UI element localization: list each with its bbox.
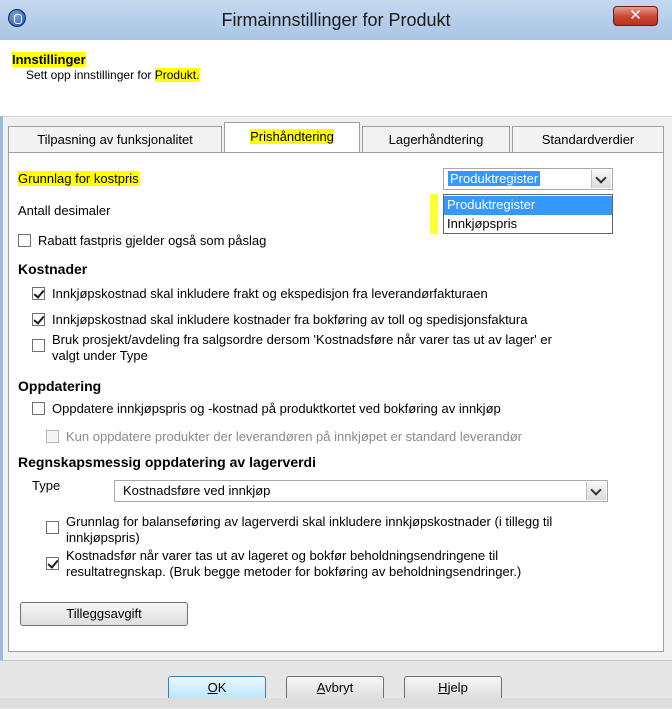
background-window-strip [0, 698, 672, 708]
header-title: Innstillinger [12, 52, 86, 67]
update-purchase-checkbox[interactable] [32, 402, 45, 415]
include-customs-label: Innkjøpskostnad skal inkludere kostnader fra bokføring av toll og spedisjonsfaktura [52, 312, 528, 327]
cost-basis-options [443, 194, 613, 234]
option-innkjopspris[interactable]: Innkjøpspris [447, 216, 518, 231]
highlight-marker [430, 194, 438, 234]
discount-fixed-label: Rabatt fastpris gjelder også som påslag [38, 233, 267, 248]
chevron-down-icon [590, 484, 601, 495]
balance-include-costs-line1: Grunnlag for balanseføring av lagerverdi skal inkludere innkjøpskostnader (i tillegg til [66, 514, 553, 529]
use-project-label-line2: valgt under Type [52, 348, 148, 363]
use-project-label-line1: Bruk prosjekt/avdeling fra salgsordre dersom 'Kostnadsføre når varer tas ut av lager' er [52, 332, 552, 347]
window-title: Firmainnstillinger for Produkt [221, 10, 451, 30]
checkmark-icon [47, 557, 58, 569]
close-button[interactable]: ✕ [613, 6, 658, 26]
tab-prishandtering[interactable] [224, 122, 360, 152]
tab-label: Standardverdier [541, 132, 635, 147]
inventory-accounting-title: Regnskapsmessig oppdatering av lagerverdi [18, 454, 316, 470]
discount-fixed-checkbox[interactable] [18, 234, 31, 247]
dialog-header [0, 40, 672, 116]
tab-label: Tilpasning av funksjonalitet [37, 132, 193, 147]
type-value: Kostnadsføre ved innkjøp [123, 483, 271, 498]
help-button[interactable]: Hjelp [404, 676, 502, 700]
include-customs-checkbox[interactable] [32, 313, 45, 326]
expense-on-removal-line1: Kostnadsfør når varer tas ut av lageret og bokfør beholdningsendringene til [66, 548, 499, 563]
expense-on-removal-checkbox[interactable] [46, 557, 59, 570]
type-dropdown-button[interactable] [586, 482, 606, 500]
option-produktregister[interactable]: Produktregister [444, 196, 612, 215]
include-freight-checkbox[interactable] [32, 287, 45, 300]
cost-basis-value: Produktregister [450, 171, 539, 186]
decimals-label: Antall desimaler [18, 203, 111, 218]
include-freight-label: Innkjøpskostnad skal inkludere frakt og ekspedisjon fra leverandørfakturaen [52, 286, 488, 301]
header-subtitle-prefix: Sett opp innstillinger for [26, 68, 155, 82]
checkmark-icon [33, 287, 44, 299]
use-project-checkbox[interactable] [32, 339, 45, 352]
title-bar [0, 0, 672, 41]
only-standard-supplier-label: Kun oppdatere produkter der leverandøren på innkjøpet er standard leverandør [66, 429, 522, 444]
checkmark-icon [33, 313, 44, 325]
header-subtitle [26, 68, 199, 82]
surcharge-button[interactable]: Tilleggsavgift [20, 602, 188, 626]
expense-on-removal-line2: resultatregnskap. (Bruk begge metoder for bokføring av beholdningsendringer.) [66, 564, 522, 579]
updating-section-title: Oppdatering [18, 378, 102, 394]
cost-basis-label: Grunnlag for kostpris [18, 171, 139, 186]
balance-include-costs-checkbox[interactable] [46, 521, 59, 534]
tab-label: Prishåndtering [250, 129, 334, 144]
update-purchase-label: Oppdatere innkjøpspris og -kostnad på produktkortet ved bokføring av innkjøp [52, 401, 501, 416]
type-select[interactable] [114, 480, 608, 502]
chevron-down-icon [595, 172, 606, 183]
tab-label: Lagerhåndtering [388, 132, 484, 147]
tab-tilpasning[interactable] [8, 126, 222, 152]
type-label: Type [32, 478, 61, 493]
header-subtitle-highlight: Produkt. [154, 68, 200, 82]
cost-basis-dropdown-button[interactable] [591, 170, 611, 188]
window-edge [0, 116, 3, 708]
cost-basis-select[interactable] [443, 168, 613, 190]
costs-section-title: Kostnader [18, 261, 88, 277]
only-standard-supplier-checkbox[interactable] [46, 430, 59, 443]
tab-standardverdier[interactable] [512, 126, 664, 152]
tab-lagerhandtering[interactable] [362, 126, 510, 152]
balance-include-costs-line2: innkjøpspris) [66, 530, 140, 545]
ok-button[interactable]: OK [168, 676, 266, 700]
cancel-button[interactable]: Avbryt [286, 676, 384, 700]
